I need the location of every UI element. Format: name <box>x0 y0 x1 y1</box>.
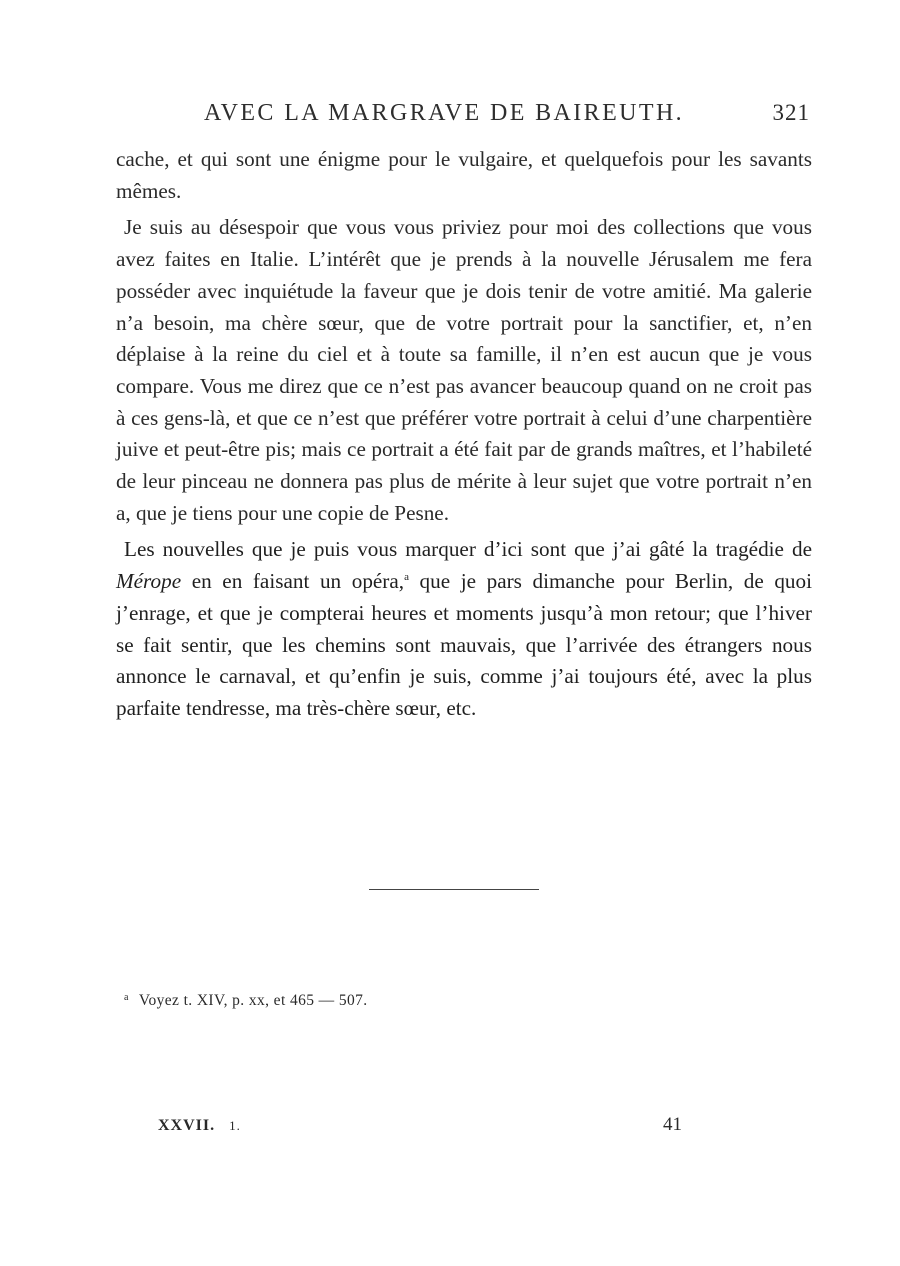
paragraph-collections: Je suis au désespoir que vous vous priviez pour moi des collections que vous avez faites en Italie. L’intérêt que je prends à la nouvelle Jérusalem me fera posséder avec inquiétude la faveur que je dois tenir de votre amitié. Ma galerie n’a besoin, ma chère sœur, que de votre portrait pour la sanctifier, et, n’en déplaise à la reine du ciel et à toute sa famille, il n’en est aucun que je vous compare. Vous me direz que ce n’est pas avancer beaucoup quand on ne croit pas à ces gens-là, et que ce n’est que préférer votre portrait à celui d’une charpentière juive et peut-être pis; mais ce portrait a été fait par de grands maîtres, et l’habileté de leur pinceau ne donnera pas plus de mérite à leur sujet que votre portrait n’en a, que je tiens pour une copie de Pesne. <box>116 215 812 525</box>
paragraph-news <box>116 534 812 724</box>
page-number: 321 <box>772 100 810 125</box>
footnote <box>124 992 368 1010</box>
body-text <box>116 144 812 725</box>
footnote-marker: a <box>124 992 129 1003</box>
signature-part: 1. <box>229 1118 241 1133</box>
paragraph-news-start: Les nouvelles que je puis vous marquer d’ici sont que j’ai gâté la tragédie de <box>124 537 812 562</box>
section-divider <box>369 889 539 890</box>
signature-mark <box>158 1117 241 1135</box>
paragraph-news-end: que je pars dimanche pour Berlin, de quoi j’enrage, et que je compterai heures et moments jusqu’à mon retour; que l’hiver se fait sentir, que les chemins sont mauvais, que l’arrivée des étrangers nous annonce le carnaval, et qu’enfin je suis, comme j’ai toujours été, avec la plus parfaite tendresse, ma très-chère sœur, etc. <box>116 569 812 720</box>
running-title: AVEC LA MARGRAVE DE BAIREUTH. <box>204 100 685 126</box>
sheet-number: 41 <box>663 1114 682 1135</box>
footnote-reference[interactable]: a <box>404 571 409 584</box>
signature-volume: XXVII. <box>158 1117 216 1134</box>
running-head <box>116 100 810 134</box>
paragraph-news-middle: en en faisant un opéra, <box>181 569 405 594</box>
merope-title: Mérope <box>116 569 182 594</box>
footnote-text: Voyez t. XIV, p. xx, et 465 — 507. <box>138 992 368 1009</box>
paragraph-continuation: cache, et qui sont une énigme pour le vulgaire, et quelquefois pour les savants mêmes. <box>116 147 812 203</box>
